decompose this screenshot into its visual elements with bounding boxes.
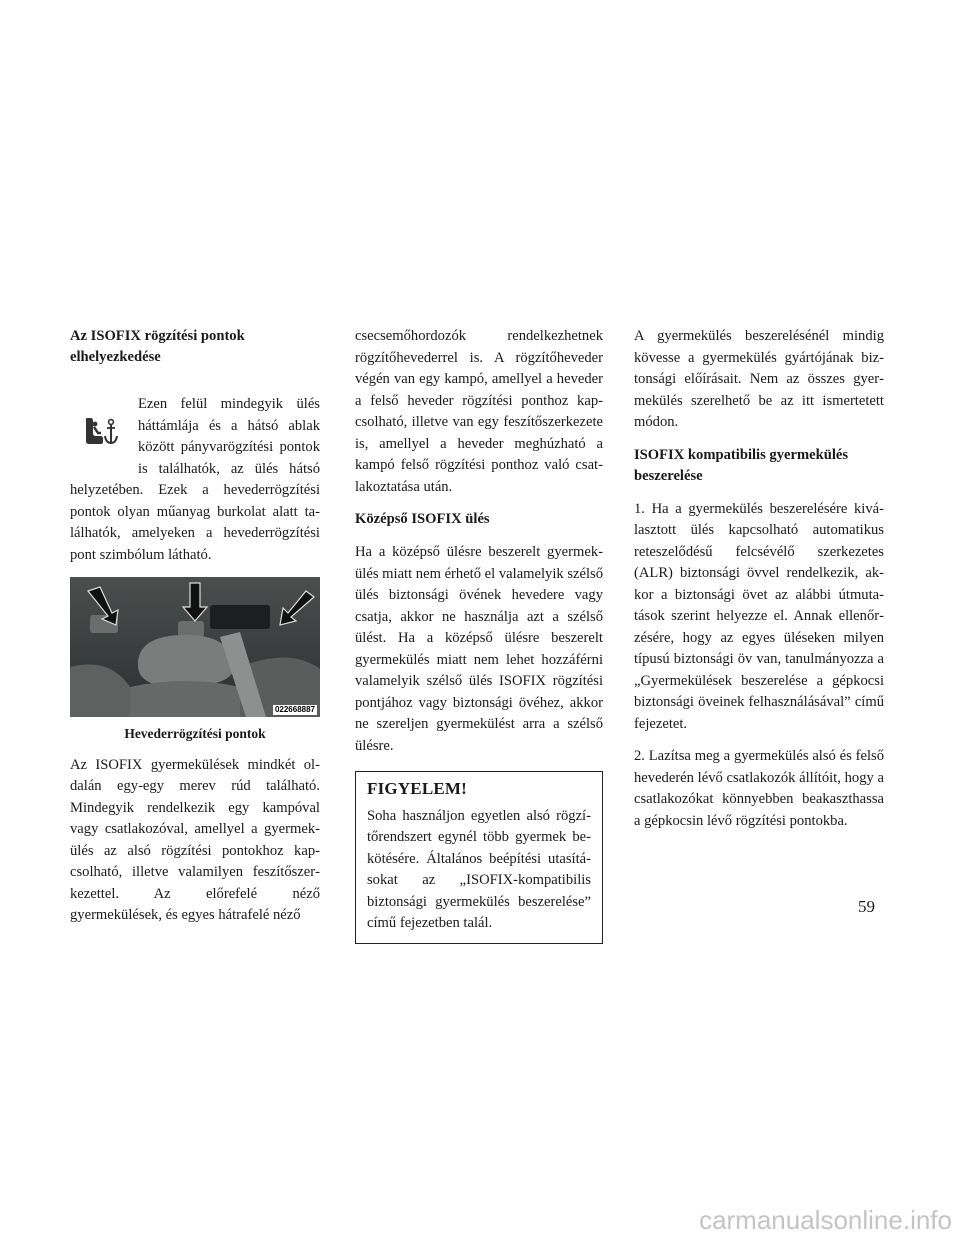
child-seat-anchor-icon (70, 394, 130, 468)
tether-anchor-photo (70, 577, 320, 717)
isofix-description-paragraph: Az ISOFIX gyermekülések mindkét oldalán egy-egy merev rúd található. Mindegyik rendelkezik egy kampóval vagy csatlakozóval, amellyel a gyermekülés az alsó rögzítési pontokhoz kapcsolható, illetve valamilyen feszítőszerkezettel. Az előrefelé néző gyermekülések, és egyes hátrafelé néző (70, 756, 320, 923)
manufacturer-instructions-paragraph: A gyermekülés beszerelésénél mindig kövesse a gyermekülés gyártójának biztonsági előírásait. Nem az összes gyermekülés szerelhető be az itt ismertetett módon. (634, 328, 884, 430)
section-heading-isofix-locations: Az ISOFIX rögzítési pontok elhelyezkedése (70, 328, 245, 365)
intro-paragraph: Ezen felül mindegyik ülés háttámlája és a hátsó ablak között pányvarögzítési pontok is találhatók, az ülés hátsó helyzetében. Ezek a hevederrögzítési pontok olyan műanyag burkolat alatt találhatók, amelyeken a hevederrögzítési pont szimbólum látható. (70, 396, 320, 563)
image-reference-code: 022668887 (274, 705, 315, 714)
center-seat-paragraph: Ha a középső ülésre beszerelt gyermekülés miatt nem érhető el valamelyik szélső ülés biztonsági övének hevedere vagy csatja, akkor ne használja azt a szélső ülést. Ha a középső ülésre beszerelt gyermekülés miatt nem lehet hozzáférni valamelyik szélső ülés ISOFIX rögzítési pontjához vagy biztonsági övéhez, akkor ne szereljen gyermekülést arra a szélső ülésre. (355, 544, 604, 754)
installation-step-2: 2. Lazítsa meg a gyermekülés alsó és felső hevederén lévő csatlakozók állítóit, hogy a csatlakozókat könnyebben beakaszthassa a gépkocsin lévő rögzítési pontokba. (634, 748, 884, 829)
column-right (634, 326, 884, 843)
warning-box (355, 771, 603, 944)
warning-text: Soha használjon egyetlen alsó rögzítőrendszert egynél több gyermek bekötésére. Általános beépítési utasításokat az „ISOFIX-kompatibilis biztonsági gyermekülés beszerelése” című fejezetben talál. (367, 807, 591, 931)
tether-description-paragraph: csecsemőhordozók rendelkezhetnek rögzítőhevederrel is. A rögzítőheveder végén van egy kampó, amellyel a heveder a felső heveder rögzítési ponthoz kapcsolható, illetve van egy feszítőszerkezete is, amellyel a heveder meghúzható a kampó felső rögzítési ponthoz való csatlakoztatása után. (355, 328, 603, 495)
warning-title: FIGYELEM! (367, 779, 468, 798)
section-heading-installation: ISOFIX kompatibilis gyermekülés beszerelése (634, 446, 849, 484)
section-heading-center-seat: Középső ISOFIX ülés (355, 511, 490, 527)
installation-step-1: 1. Ha a gyermekülés beszerelésére kiválasztott ülés kapcsolható automatikus reteszelődésű felcsévélő szerkezetes (ALR) biztonsági övvel rendelkezik, akkor a biztonsági övet az alábbi útmutatások szerint helyezze el. Annak ellenőrzésére, hogy az egyes üléseken milyen típusú biztonsági öv van, tanulmányozza a „Gyermekülések beszerelése a gépkocsi biztonsági öveinek felhasználásával” című fejezetet. (634, 500, 884, 732)
photo-caption: Hevederrögzítési pontok (124, 726, 266, 741)
page-number: 59 (858, 897, 875, 916)
column-left (70, 326, 320, 938)
column-middle (355, 326, 603, 944)
watermark-text: carmanualsonline.info (699, 1205, 952, 1235)
